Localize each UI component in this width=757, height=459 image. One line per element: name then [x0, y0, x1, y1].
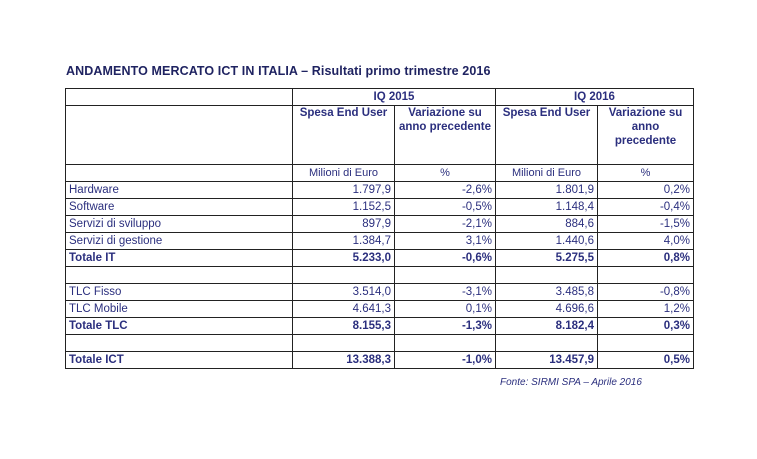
row-label: Servizi di gestione [66, 233, 293, 250]
change-2015: -0,5% [395, 199, 496, 216]
unit-spend-2016: Milioni di Euro [496, 165, 598, 182]
spend-2015: 1.152,5 [293, 199, 395, 216]
change-2016: 0,8% [598, 250, 694, 267]
change-header-2016: Variazione su anno precedente [598, 106, 694, 165]
change-2015: 0,1% [395, 301, 496, 318]
header-empty-cell [66, 89, 293, 106]
spend-2015: 8.155,3 [293, 318, 395, 335]
change-2015: -1,0% [395, 352, 496, 369]
spend-2016: 5.275,5 [496, 250, 598, 267]
header-metric-row [66, 106, 694, 165]
spend-2016: 884,6 [496, 216, 598, 233]
table-row [66, 301, 694, 318]
row-label: Hardware [66, 182, 293, 199]
empty-cell [395, 267, 496, 284]
spend-2015: 3.514,0 [293, 284, 395, 301]
unit-change-2016: % [598, 165, 694, 182]
change-2016: -0,4% [598, 199, 694, 216]
change-2016: 0,5% [598, 352, 694, 369]
row-label: Totale IT [66, 250, 293, 267]
change-2015: -3,1% [395, 284, 496, 301]
change-header-2015: Variazione su anno precedente [395, 106, 496, 165]
change-2015: 3,1% [395, 233, 496, 250]
empty-cell [496, 335, 598, 352]
change-2015: -2,1% [395, 216, 496, 233]
empty-cell [496, 267, 598, 284]
spend-2015: 1.384,7 [293, 233, 395, 250]
empty-cell [395, 335, 496, 352]
spend-2016: 3.485,8 [496, 284, 598, 301]
spend-2016: 8.182,4 [496, 318, 598, 335]
spend-2016: 4.696,6 [496, 301, 598, 318]
header-empty-cell [66, 106, 293, 165]
table-row [66, 216, 694, 233]
source-note: Fonte: SIRMI SPA – Aprile 2016 [500, 377, 642, 388]
spend-2016: 1.148,4 [496, 199, 598, 216]
row-label: TLC Mobile [66, 301, 293, 318]
spend-2016: 13.457,9 [496, 352, 598, 369]
unit-spend-2015: Milioni di Euro [293, 165, 395, 182]
change-2015: -0,6% [395, 250, 496, 267]
change-2016: 0,2% [598, 182, 694, 199]
change-2016: 0,3% [598, 318, 694, 335]
row-label: TLC Fisso [66, 284, 293, 301]
unit-row [66, 165, 694, 182]
empty-cell [66, 267, 293, 284]
unit-change-2015: % [395, 165, 496, 182]
empty-cell [293, 335, 395, 352]
period-header-2015: IQ 2015 [293, 89, 496, 106]
spend-2015: 13.388,3 [293, 352, 395, 369]
spend-2016: 1.801,9 [496, 182, 598, 199]
period-header-2016: IQ 2016 [496, 89, 694, 106]
empty-cell [598, 335, 694, 352]
spend-2015: 5.233,0 [293, 250, 395, 267]
empty-cell [293, 267, 395, 284]
spend-2015: 4.641,3 [293, 301, 395, 318]
change-2015: -1,3% [395, 318, 496, 335]
empty-cell [66, 335, 293, 352]
total-row [66, 318, 694, 335]
spend-header-2015: Spesa End User [293, 106, 395, 165]
table-row [66, 284, 694, 301]
ict-market-table [65, 88, 694, 369]
row-label: Software [66, 199, 293, 216]
spend-2016: 1.440,6 [496, 233, 598, 250]
spacer-row [66, 335, 694, 352]
table-row [66, 199, 694, 216]
row-label: Servizi di sviluppo [66, 216, 293, 233]
spacer-row [66, 267, 694, 284]
change-2016: -1,5% [598, 216, 694, 233]
row-label: Totale ICT [66, 352, 293, 369]
table-row [66, 182, 694, 199]
header-empty-cell [66, 165, 293, 182]
empty-cell [598, 267, 694, 284]
grand-total-row [66, 352, 694, 369]
table-title: ANDAMENTO MERCATO ICT IN ITALIA – Risultati primo trimestre 2016 [66, 64, 491, 78]
total-row [66, 250, 694, 267]
change-2016: -0,8% [598, 284, 694, 301]
change-2015: -2,6% [395, 182, 496, 199]
change-2016: 4,0% [598, 233, 694, 250]
change-2016: 1,2% [598, 301, 694, 318]
spend-2015: 1.797,9 [293, 182, 395, 199]
row-label: Totale TLC [66, 318, 293, 335]
header-period-row [66, 89, 694, 106]
spend-header-2016: Spesa End User [496, 106, 598, 165]
table-row [66, 233, 694, 250]
spend-2015: 897,9 [293, 216, 395, 233]
